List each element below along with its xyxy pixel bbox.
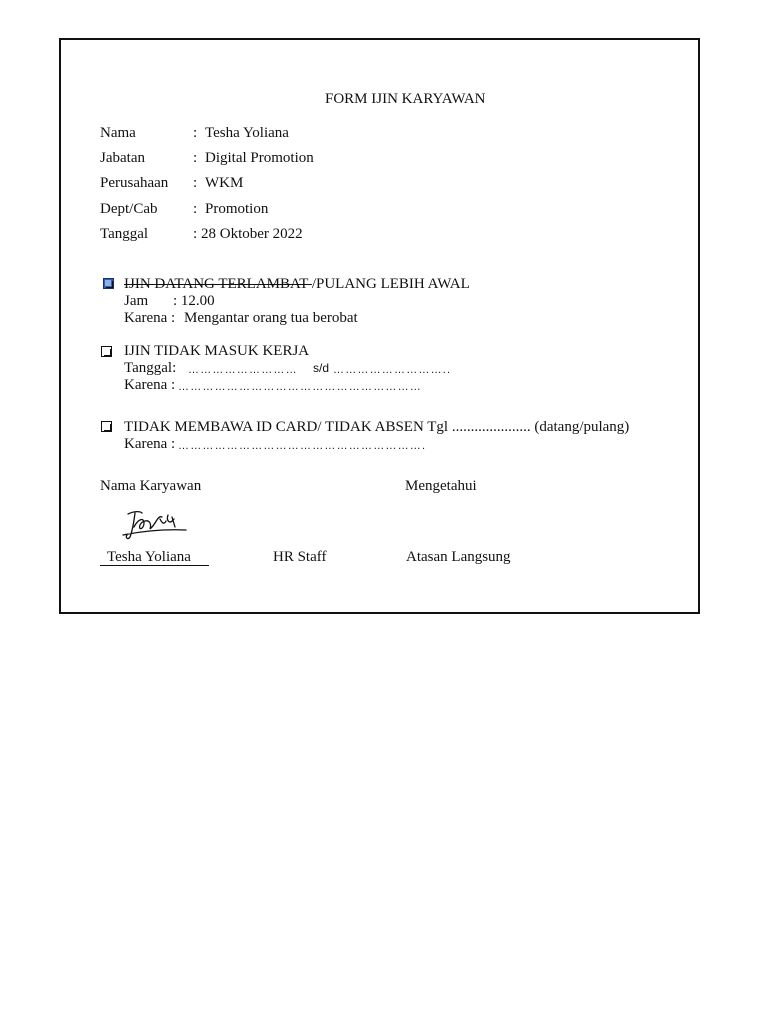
field-value-perusahaan: WKM: [205, 175, 244, 191]
field-value-dept: Promotion: [205, 201, 269, 217]
option2-tanggal-dots-start: ………………………: [188, 364, 298, 376]
employee-name: Tesha Yoliana: [107, 549, 191, 565]
field-sep-perusahaan: :: [193, 175, 198, 191]
hr-staff-label: HR Staff: [273, 549, 327, 565]
nama-karyawan-label: Nama Karyawan: [100, 478, 202, 494]
field-value-tanggal: 28 Oktober 2022: [201, 226, 303, 242]
option1-karena-value: Mengantar orang tua berobat: [184, 310, 358, 326]
employee-signature-line: [100, 565, 209, 566]
option1-jam-value: : 12.00: [173, 293, 215, 309]
field-sep-jabatan: :: [193, 150, 198, 166]
field-label-jabatan: Jabatan: [100, 150, 145, 166]
field-label-tanggal: Tanggal: [100, 226, 149, 242]
option2-label: IJIN TIDAK MASUK KERJA: [124, 343, 310, 359]
field-label-perusahaan: Perusahaan: [100, 175, 169, 191]
option3-karena-dots: …………………………………………………….: [178, 440, 427, 452]
form-title: FORM IJIN KARYAWAN: [325, 91, 486, 107]
field-value-nama: Tesha Yoliana: [205, 125, 289, 141]
checkbox-ijin-tidak-masuk[interactable]: [101, 346, 112, 357]
option1-label: [124, 276, 470, 293]
field-label-nama: Nama: [100, 125, 136, 141]
option2-tanggal-dots-end: ………………………..: [333, 364, 452, 376]
option2-karena-dots: ……………………………………………………: [178, 381, 422, 393]
option2-karena-label: Karena :: [124, 377, 176, 393]
option1-struck-text: IJIN DATANG TERLAMBAT: [124, 276, 312, 292]
option1-rest-text: /PULANG LEBIH AWAL: [311, 276, 470, 292]
field-sep-tanggal: :: [193, 226, 198, 242]
option1-jam-label: Jam: [124, 293, 149, 309]
mengetahui-label: Mengetahui: [405, 478, 477, 494]
field-sep-dept: :: [193, 201, 198, 217]
option3-label: TIDAK MEMBAWA ID CARD/ TIDAK ABSEN Tgl ..................... (datang/pulang): [124, 419, 630, 435]
option3-karena-label: Karena :: [124, 436, 176, 452]
field-label-dept: Dept/Cab: [100, 201, 158, 217]
option1-karena-label: Karena :: [124, 310, 176, 326]
checkbox-ijin-datang-terlambat[interactable]: [103, 278, 114, 289]
signature-image: [118, 505, 192, 545]
atasan-langsung-label: Atasan Langsung: [406, 549, 511, 565]
option2-tanggal-label: Tanggal:: [124, 360, 177, 376]
field-sep-nama: :: [193, 125, 198, 141]
option2-sd: s/d: [313, 361, 330, 375]
checkbox-tidak-membawa-id[interactable]: [101, 421, 112, 432]
field-value-jabatan: Digital Promotion: [205, 150, 314, 166]
